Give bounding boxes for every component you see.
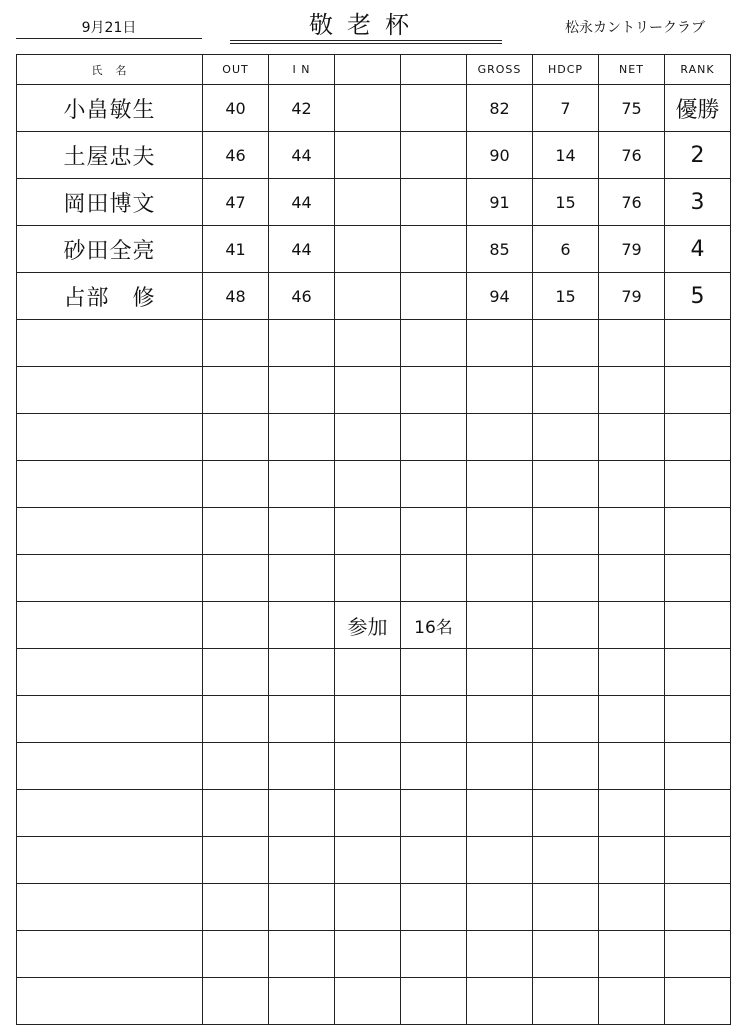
table-row-empty xyxy=(17,414,731,461)
blank-cell xyxy=(335,931,401,978)
blank-cell xyxy=(269,508,335,555)
table-row xyxy=(17,132,731,179)
blank-cell xyxy=(467,320,533,367)
in-score: 44 xyxy=(269,179,335,226)
out-score: 47 xyxy=(203,179,269,226)
player-name: 占部 修 xyxy=(17,273,203,320)
blank-cell xyxy=(533,837,599,884)
blank-cell xyxy=(269,696,335,743)
table-row-empty xyxy=(17,931,731,978)
blank-cell xyxy=(17,367,203,414)
gross-score: 82 xyxy=(467,85,533,132)
rank-value: 2 xyxy=(665,132,731,179)
blank-cell xyxy=(599,555,665,602)
col-header-net: NET xyxy=(599,55,665,85)
blank-cell xyxy=(17,320,203,367)
player-name: 土屋忠夫 xyxy=(17,132,203,179)
table-row-empty xyxy=(17,696,731,743)
blank-cell xyxy=(335,884,401,931)
blank-cell xyxy=(203,649,269,696)
blank-cell xyxy=(17,884,203,931)
blank-cell xyxy=(269,837,335,884)
blank-cell xyxy=(467,555,533,602)
blank-cell xyxy=(269,367,335,414)
blank-cell xyxy=(533,461,599,508)
blank-cell xyxy=(203,978,269,1025)
blank-cell xyxy=(665,367,731,414)
blank-cell xyxy=(401,414,467,461)
blank-cell xyxy=(269,978,335,1025)
blank-cell xyxy=(665,931,731,978)
blank-cell xyxy=(467,649,533,696)
blank-cell xyxy=(335,367,401,414)
gross-score: 91 xyxy=(467,179,533,226)
blank-cell xyxy=(599,649,665,696)
blank-cell xyxy=(203,743,269,790)
col-header-blank-2 xyxy=(401,55,467,85)
blank-cell xyxy=(533,696,599,743)
blank-cell xyxy=(599,837,665,884)
blank-cell xyxy=(665,414,731,461)
event-date: 9月21日 xyxy=(16,14,202,39)
rank-value: 5 xyxy=(665,273,731,320)
blank-cell xyxy=(335,320,401,367)
blank-cell xyxy=(599,414,665,461)
blank-cell xyxy=(335,273,401,320)
blank-cell xyxy=(335,743,401,790)
blank-cell xyxy=(17,743,203,790)
blank-cell xyxy=(599,931,665,978)
blank-cell xyxy=(665,649,731,696)
blank-cell xyxy=(599,743,665,790)
in-score: 44 xyxy=(269,226,335,273)
in-score: 46 xyxy=(269,273,335,320)
blank-cell xyxy=(401,367,467,414)
blank-cell xyxy=(401,837,467,884)
blank-cell xyxy=(17,978,203,1025)
blank-cell xyxy=(203,367,269,414)
col-header-rank: RANK xyxy=(665,55,731,85)
blank-cell xyxy=(203,320,269,367)
blank-cell xyxy=(467,414,533,461)
blank-cell xyxy=(203,461,269,508)
in-score: 44 xyxy=(269,132,335,179)
table-row-empty xyxy=(17,320,731,367)
blank-cell xyxy=(401,931,467,978)
title-underline-double xyxy=(230,43,502,44)
col-header-gross: GROSS xyxy=(467,55,533,85)
table-row-empty xyxy=(17,461,731,508)
title-underline xyxy=(230,40,502,41)
blank-cell xyxy=(533,931,599,978)
blank-cell xyxy=(335,978,401,1025)
blank-cell xyxy=(401,555,467,602)
blank-cell xyxy=(599,461,665,508)
blank-cell xyxy=(533,602,599,649)
hdcp-value: 15 xyxy=(533,273,599,320)
hdcp-value: 6 xyxy=(533,226,599,273)
blank-cell xyxy=(17,555,203,602)
gross-score: 85 xyxy=(467,226,533,273)
net-score: 79 xyxy=(599,226,665,273)
blank-cell xyxy=(17,414,203,461)
blank-cell xyxy=(335,226,401,273)
blank-cell xyxy=(203,508,269,555)
blank-cell xyxy=(335,85,401,132)
blank-cell xyxy=(665,696,731,743)
blank-cell xyxy=(665,508,731,555)
table-row-empty xyxy=(17,743,731,790)
blank-cell xyxy=(203,602,269,649)
blank-cell xyxy=(467,743,533,790)
in-score: 42 xyxy=(269,85,335,132)
blank-cell xyxy=(467,367,533,414)
blank-cell xyxy=(269,414,335,461)
table-row-empty xyxy=(17,884,731,931)
blank-cell xyxy=(467,790,533,837)
blank-cell xyxy=(335,696,401,743)
table-row xyxy=(17,226,731,273)
blank-cell xyxy=(401,790,467,837)
blank-cell xyxy=(599,508,665,555)
blank-cell xyxy=(533,790,599,837)
blank-cell xyxy=(665,555,731,602)
table-row-empty xyxy=(17,978,731,1025)
blank-cell xyxy=(665,602,731,649)
blank-cell xyxy=(665,978,731,1025)
blank-cell xyxy=(269,790,335,837)
blank-cell xyxy=(17,790,203,837)
blank-cell xyxy=(269,461,335,508)
blank-cell xyxy=(401,978,467,1025)
blank-cell xyxy=(533,320,599,367)
blank-cell xyxy=(269,320,335,367)
blank-cell xyxy=(203,931,269,978)
blank-cell xyxy=(467,696,533,743)
blank-cell xyxy=(401,226,467,273)
blank-cell xyxy=(269,743,335,790)
blank-cell xyxy=(335,790,401,837)
blank-cell xyxy=(203,414,269,461)
out-score: 46 xyxy=(203,132,269,179)
rank-value: 優勝 xyxy=(665,85,731,132)
rank-value: 4 xyxy=(665,226,731,273)
blank-cell xyxy=(665,837,731,884)
blank-cell xyxy=(203,837,269,884)
blank-cell xyxy=(17,602,203,649)
blank-cell xyxy=(599,790,665,837)
blank-cell xyxy=(533,414,599,461)
blank-cell xyxy=(401,85,467,132)
blank-cell xyxy=(599,367,665,414)
blank-cell xyxy=(665,461,731,508)
event-title: 敬老杯 xyxy=(309,11,423,39)
participation-count: 16名 xyxy=(401,602,467,649)
out-score: 48 xyxy=(203,273,269,320)
blank-cell xyxy=(203,790,269,837)
blank-cell xyxy=(401,743,467,790)
blank-cell xyxy=(269,602,335,649)
blank-cell xyxy=(335,837,401,884)
score-table xyxy=(16,54,731,1025)
col-header-in: I N xyxy=(269,55,335,85)
table-row xyxy=(17,179,731,226)
player-name: 小畠敏生 xyxy=(17,85,203,132)
header-row xyxy=(17,55,731,85)
table-row-empty xyxy=(17,790,731,837)
blank-cell xyxy=(401,132,467,179)
blank-cell xyxy=(269,649,335,696)
blank-cell xyxy=(599,602,665,649)
hdcp-value: 7 xyxy=(533,85,599,132)
blank-cell xyxy=(269,884,335,931)
table-row-empty xyxy=(17,367,731,414)
blank-cell xyxy=(467,931,533,978)
blank-cell xyxy=(17,649,203,696)
player-name: 砂田全亮 xyxy=(17,226,203,273)
blank-cell xyxy=(401,273,467,320)
blank-cell xyxy=(401,696,467,743)
net-score: 76 xyxy=(599,179,665,226)
hdcp-value: 15 xyxy=(533,179,599,226)
blank-cell xyxy=(665,743,731,790)
out-score: 41 xyxy=(203,226,269,273)
blank-cell xyxy=(269,931,335,978)
blank-cell xyxy=(599,884,665,931)
blank-cell xyxy=(335,414,401,461)
blank-cell xyxy=(665,320,731,367)
blank-cell xyxy=(533,555,599,602)
participation-row xyxy=(17,602,731,649)
blank-cell xyxy=(599,696,665,743)
blank-cell xyxy=(335,132,401,179)
blank-cell xyxy=(401,461,467,508)
blank-cell xyxy=(533,978,599,1025)
blank-cell xyxy=(467,602,533,649)
blank-cell xyxy=(665,884,731,931)
blank-cell xyxy=(467,837,533,884)
table-row-empty xyxy=(17,508,731,555)
participation-label: 参加 xyxy=(335,602,401,649)
out-score: 40 xyxy=(203,85,269,132)
blank-cell xyxy=(203,555,269,602)
blank-cell xyxy=(599,978,665,1025)
player-name: 岡田博文 xyxy=(17,179,203,226)
blank-cell xyxy=(467,508,533,555)
net-score: 75 xyxy=(599,85,665,132)
table-row xyxy=(17,273,731,320)
blank-cell xyxy=(599,320,665,367)
col-header-blank-1 xyxy=(335,55,401,85)
blank-cell xyxy=(401,884,467,931)
blank-cell xyxy=(533,884,599,931)
blank-cell xyxy=(335,649,401,696)
blank-cell xyxy=(203,696,269,743)
table-row xyxy=(17,85,731,132)
blank-cell xyxy=(401,179,467,226)
blank-cell xyxy=(335,508,401,555)
blank-cell xyxy=(467,461,533,508)
blank-cell xyxy=(533,508,599,555)
blank-cell xyxy=(533,649,599,696)
club-name: 松永カントリークラブ xyxy=(565,20,705,36)
blank-cell xyxy=(335,555,401,602)
col-header-name: 氏 名 xyxy=(17,55,203,85)
blank-cell xyxy=(335,461,401,508)
blank-cell xyxy=(17,931,203,978)
table-row-empty xyxy=(17,649,731,696)
gross-score: 90 xyxy=(467,132,533,179)
blank-cell xyxy=(17,837,203,884)
gross-score: 94 xyxy=(467,273,533,320)
blank-cell xyxy=(401,649,467,696)
blank-cell xyxy=(17,508,203,555)
table-row-empty xyxy=(17,837,731,884)
blank-cell xyxy=(533,743,599,790)
blank-cell xyxy=(665,790,731,837)
blank-cell xyxy=(401,320,467,367)
blank-cell xyxy=(203,884,269,931)
blank-cell xyxy=(467,978,533,1025)
blank-cell xyxy=(17,696,203,743)
hdcp-value: 14 xyxy=(533,132,599,179)
table-row-empty xyxy=(17,555,731,602)
col-header-hdcp: HDCP xyxy=(533,55,599,85)
blank-cell xyxy=(17,461,203,508)
blank-cell xyxy=(335,179,401,226)
blank-cell xyxy=(533,367,599,414)
rank-value: 3 xyxy=(665,179,731,226)
blank-cell xyxy=(269,555,335,602)
col-header-out: OUT xyxy=(203,55,269,85)
net-score: 76 xyxy=(599,132,665,179)
blank-cell xyxy=(467,884,533,931)
net-score: 79 xyxy=(599,273,665,320)
blank-cell xyxy=(401,508,467,555)
